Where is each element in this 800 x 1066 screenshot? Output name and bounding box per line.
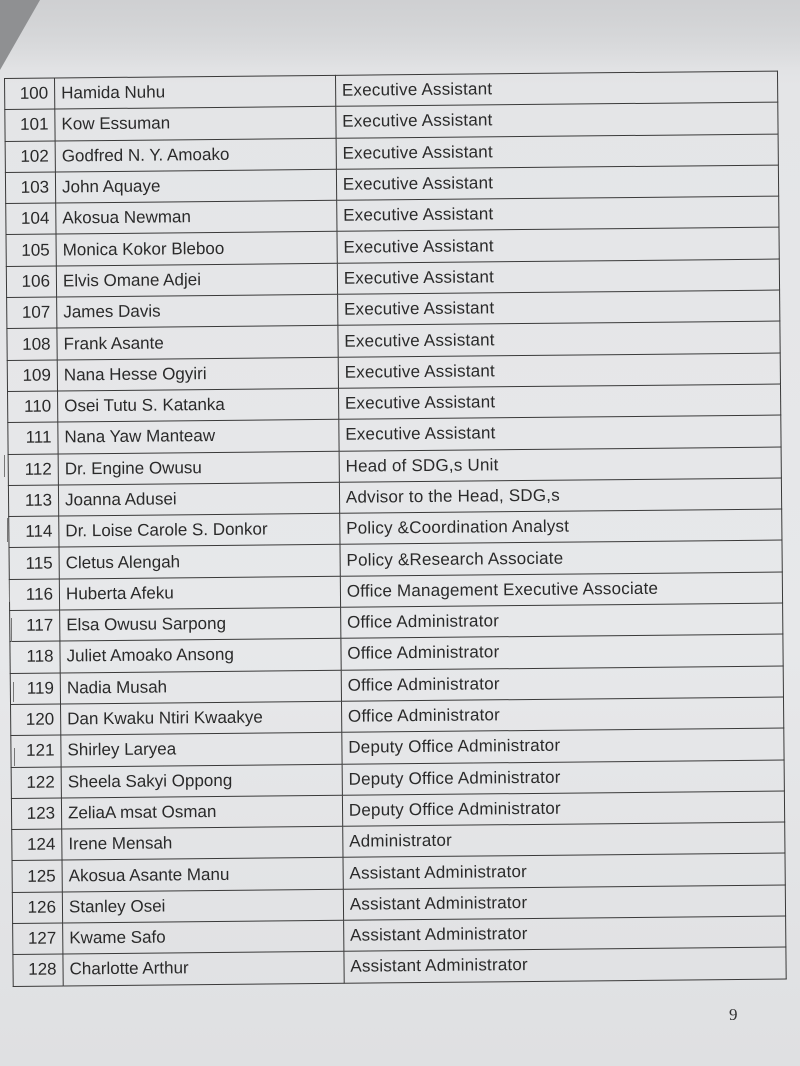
position-cell: Policy &Coordination Analyst [340, 509, 782, 545]
position-cell: Executive Assistant [337, 196, 779, 232]
name-cell: Dr. Loise Carole S. Donkor [59, 513, 340, 547]
row-number-cell: 110 [8, 391, 58, 423]
name-cell: Monica Kokor Bleboo [56, 232, 337, 266]
name-cell: Akosua Newman [56, 201, 337, 235]
name-cell: Kwame Safo [63, 920, 344, 954]
row-number-cell: 124 [12, 829, 62, 861]
name-cell: Joanna Adusei [58, 482, 339, 516]
name-cell: Cletus Alengah [59, 545, 340, 579]
name-cell: Elsa Owusu Sarpong [60, 607, 341, 641]
name-cell: John Aquaye [55, 169, 336, 203]
row-number-cell: 109 [7, 360, 57, 392]
margin-mark [4, 455, 5, 477]
position-cell: Office Management Executive Associate [340, 572, 782, 608]
table-row [13, 947, 786, 986]
position-cell: Deputy Office Administrator [342, 728, 784, 764]
row-number-cell: 122 [11, 767, 61, 799]
row-number-cell: 105 [6, 234, 56, 266]
position-cell: Executive Assistant [338, 353, 780, 389]
name-cell: Hamida Nuhu [55, 75, 336, 109]
page-number: 9 [729, 1005, 738, 1024]
document-page [0, 60, 800, 1066]
name-cell: Kow Essuman [55, 107, 336, 141]
position-cell: Assistant Administrator [343, 885, 785, 921]
margin-mark [11, 618, 12, 642]
row-number-cell: 119 [10, 673, 60, 705]
name-cell: Sheela Sakyi Oppong [61, 764, 342, 798]
row-number-cell: 107 [7, 297, 57, 329]
row-number-cell: 113 [8, 485, 58, 517]
row-number-cell: 114 [9, 516, 59, 548]
name-cell: Nadia Musah [60, 670, 341, 704]
row-number-cell: 101 [5, 109, 55, 141]
row-number-cell: 116 [9, 579, 59, 611]
name-cell: Irene Mensah [62, 826, 343, 860]
position-cell: Executive Assistant [336, 165, 778, 201]
row-number-cell: 128 [13, 954, 63, 986]
name-cell: Osei Tutu S. Katanka [58, 388, 339, 422]
position-cell: Executive Assistant [338, 321, 780, 357]
margin-mark [7, 518, 8, 542]
name-cell: Shirley Laryea [61, 733, 342, 767]
position-cell: Head of SDG,s Unit [339, 447, 781, 483]
row-number-cell: 120 [11, 704, 61, 736]
name-cell: Dan Kwaku Ntiri Kwaakye [61, 701, 342, 735]
position-cell: Deputy Office Administrator [342, 791, 784, 827]
row-number-cell: 126 [12, 892, 62, 924]
position-cell: Assistant Administrator [343, 916, 785, 952]
name-cell: Frank Asante [57, 326, 338, 360]
staff-table [4, 71, 787, 987]
position-cell: Deputy Office Administrator [342, 760, 784, 796]
margin-mark [14, 748, 15, 766]
position-cell: Executive Assistant [337, 290, 779, 326]
position-cell: Executive Assistant [335, 71, 777, 107]
position-cell: Executive Assistant [337, 259, 779, 295]
row-number-cell: 102 [5, 141, 55, 173]
position-cell: Executive Assistant [336, 134, 778, 170]
name-cell: Huberta Afeku [59, 576, 340, 610]
row-number-cell: 115 [9, 547, 59, 579]
row-number-cell: 127 [13, 923, 63, 955]
position-cell: Executive Assistant [337, 228, 779, 264]
position-cell: Assistant Administrator [343, 853, 785, 889]
name-cell: Charlotte Arthur [63, 952, 344, 986]
position-cell: Administrator [343, 822, 785, 858]
row-number-cell: 118 [10, 641, 60, 673]
name-cell: Stanley Osei [62, 889, 343, 923]
row-number-cell: 103 [5, 172, 55, 204]
name-cell: Juliet Amoako Ansong [60, 639, 341, 673]
position-cell: Executive Assistant [339, 415, 781, 451]
name-cell: Elvis Omane Adjei [56, 263, 337, 297]
position-cell: Office Administrator [340, 603, 782, 639]
name-cell: Nana Hesse Ogyiri [57, 357, 338, 391]
row-number-cell: 111 [8, 422, 58, 454]
name-cell: ZeliaA msat Osman [61, 795, 342, 829]
position-cell: Policy &Research Associate [340, 541, 782, 577]
position-cell: Office Administrator [341, 697, 783, 733]
position-cell: Advisor to the Head, SDG,s [339, 478, 781, 514]
position-cell: Assistant Administrator [344, 947, 786, 983]
row-number-cell: 104 [6, 203, 56, 235]
row-number-cell: 121 [11, 735, 61, 767]
row-number-cell: 117 [10, 610, 60, 642]
position-cell: Executive Assistant [336, 102, 778, 138]
staff-table-body [5, 71, 787, 986]
name-cell: Dr. Engine Owusu [58, 451, 339, 485]
row-number-cell: 123 [11, 798, 61, 830]
row-number-cell: 106 [6, 266, 56, 298]
name-cell: Akosua Asante Manu [62, 858, 343, 892]
name-cell: Godfred N. Y. Amoako [55, 138, 336, 172]
row-number-cell: 100 [5, 78, 55, 110]
name-cell: Nana Yaw Manteaw [58, 420, 339, 454]
name-cell: James Davis [57, 294, 338, 328]
position-cell: Office Administrator [341, 634, 783, 670]
margin-mark [9, 580, 10, 602]
row-number-cell: 125 [12, 860, 62, 892]
margin-mark [13, 682, 14, 702]
row-number-cell: 112 [8, 454, 58, 486]
position-cell: Executive Assistant [338, 384, 780, 420]
position-cell: Office Administrator [341, 666, 783, 702]
row-number-cell: 108 [7, 328, 57, 360]
